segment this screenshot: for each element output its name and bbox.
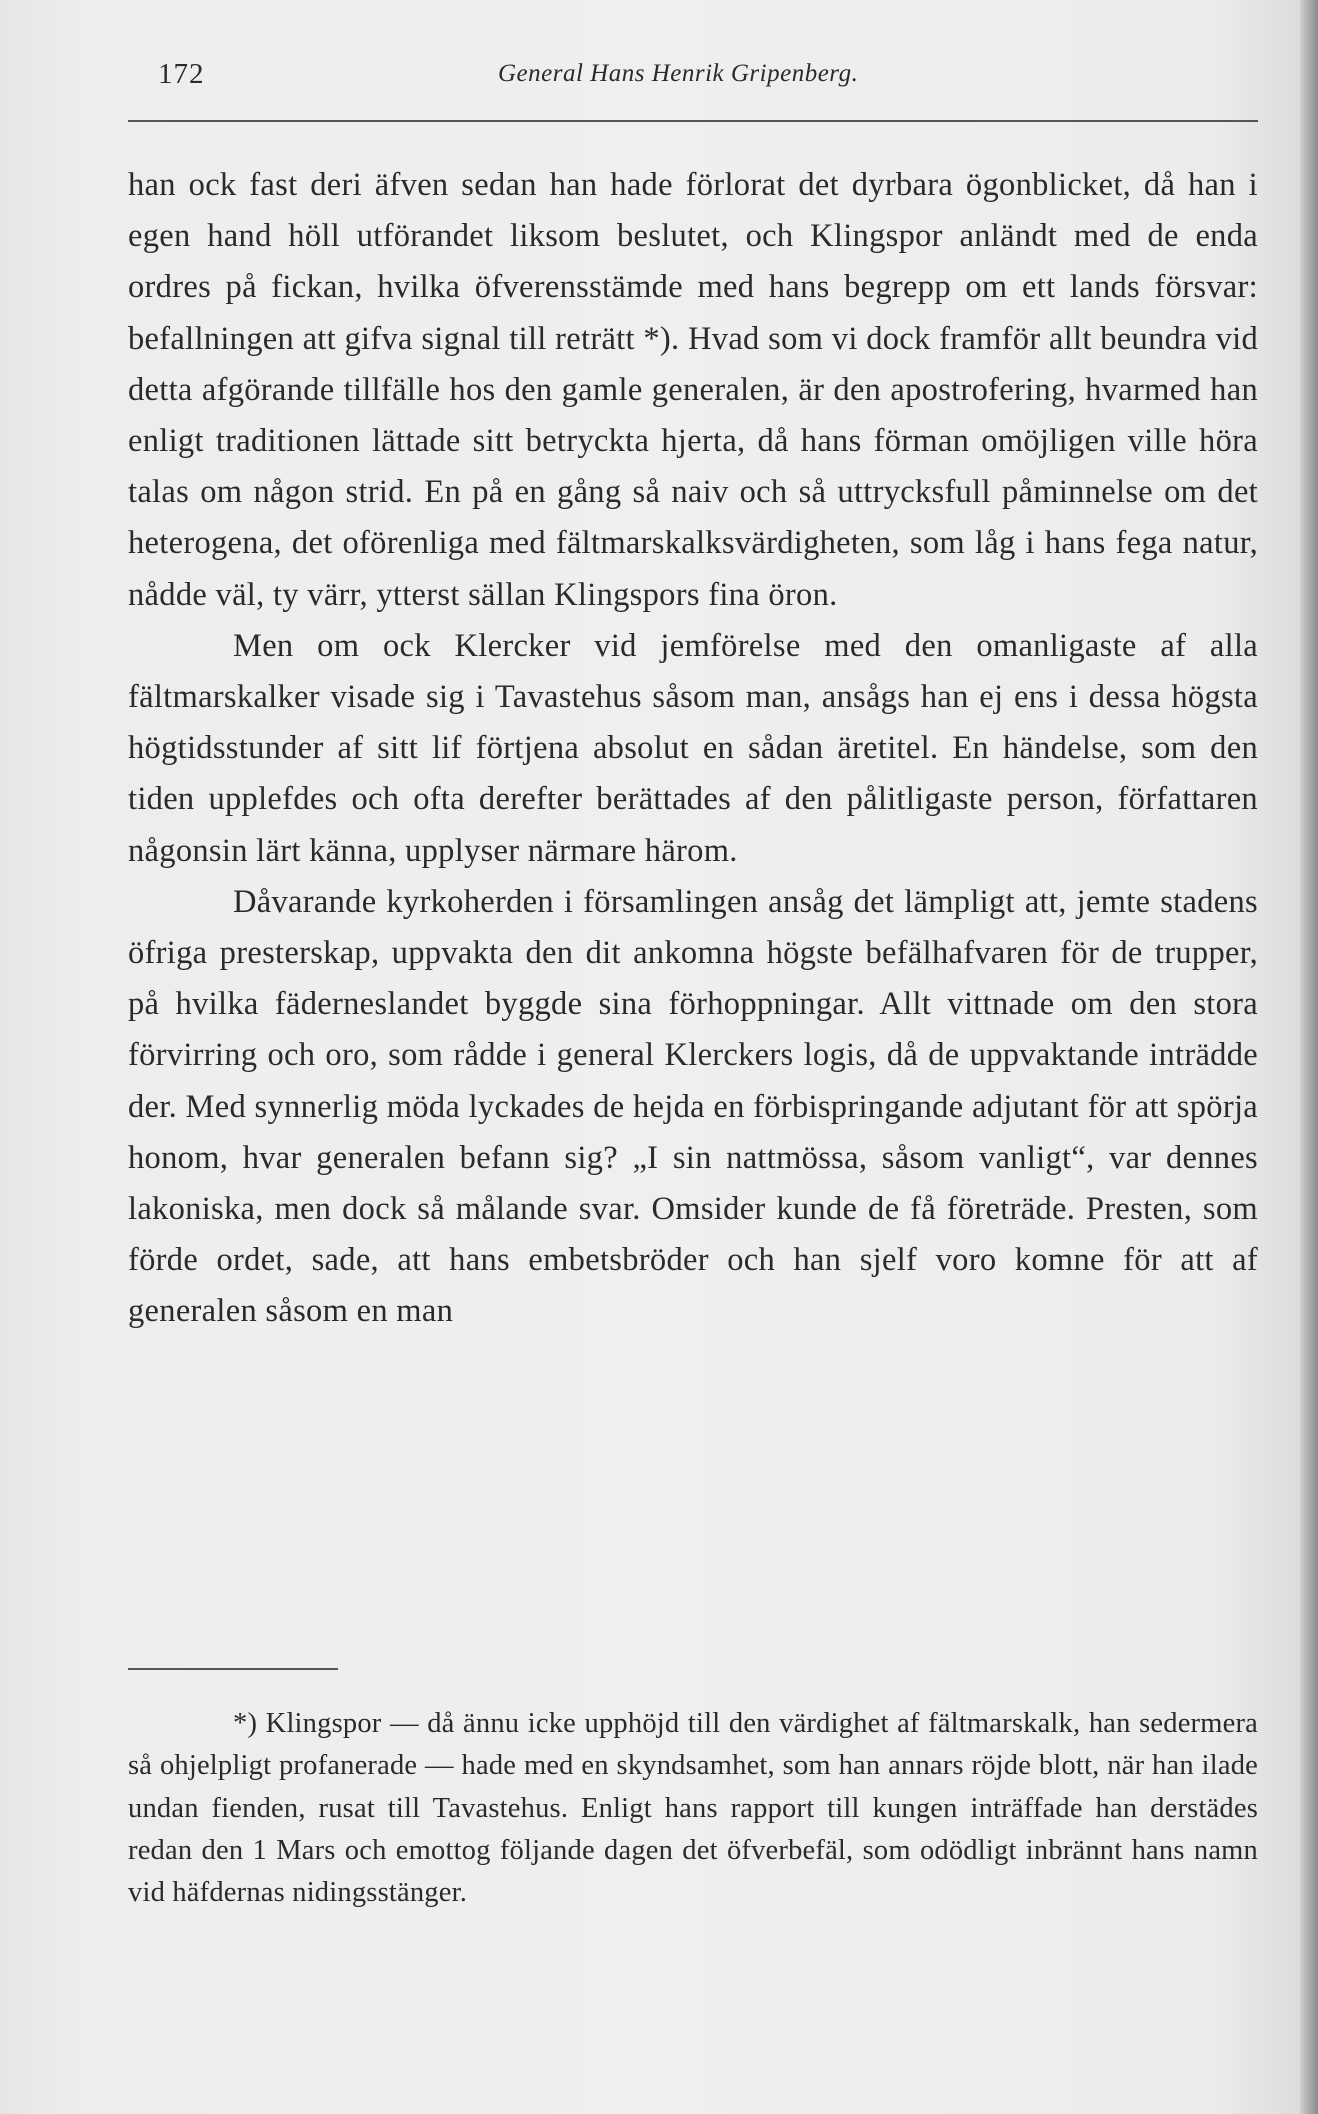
body-text xyxy=(128,160,1258,1338)
running-title: General Hans Henrik Gripenberg. xyxy=(498,60,859,87)
page-number: 172 xyxy=(158,58,205,90)
footnote-rule xyxy=(128,1668,338,1670)
page-header xyxy=(128,58,1258,98)
paragraph-3: Dåvarande kyrkoherden i församlingen ansåg det lämpligt att, jemte stadens öfriga presterskap, uppvakta den dit ankomna högste befälhafvaren för de trupper, på hvilka fäderneslandet byggde sina förhoppningar. Allt vittnade om den stora förvirring och oro, som rådde i general Klerckers logis, då de uppvaktande inträdde der. Med synnerlig möda lyckades de hejda en förbispringande adjutant för att spörja honom, hvar generalen befann sig? „I sin nattmössa, såsom vanligt“, var dennes lakoniska, men dock så målande svar. Omsider kunde de få företräde. Presten, som förde ordet, sade, att hans embetsbröder och han sjelf voro komne för att af generalen såsom en man xyxy=(128,883,1258,1330)
page-edge-shadow xyxy=(1300,0,1318,2114)
footnote: *) Klingspor — då ännu icke upphöjd till den värdighet af fältmarskalk, han sedermera så ohjelpligt profanerade — hade med en skyndsamhet, som han annars röjde blott, när han ilade undan fienden, rusat till Tavastehus. Enligt hans rapport till kungen inträffade han derstädes redan den 1 Mars och emottog följande dagen det öfverbefäl, som odödligt inbrännt hans namn vid häfdernas nidingsstänger. xyxy=(128,1708,1258,1909)
paragraph-2: Men om ock Klercker vid jemförelse med den omanligaste af alla fältmarskalker visade sig i Tavastehus såsom man, ansågs han ej ens i dessa högsta högtidsstunder af sitt lif förtjena absolut en sådan äretitel. En händelse, som den tiden upplefdes och ofta derefter berättades af den pålitligaste person, författaren någonsin lärt känna, upplyser närmare härom. xyxy=(128,627,1258,869)
paragraph-1: han ock fast deri äfven sedan han hade förlorat det dyrbara ögonblicket, då han i egen hand höll utförandet liksom beslutet, och Klingspor anländt med de enda ordres på fickan, hvilka öfverensstämde med hans begrepp om ett lands försvar: befallningen att gifva signal till reträtt *). Hvad som vi dock framför allt beundra vid detta afgörande tillfälle hos den gamle generalen, är den apostrofering, hvarmed han enligt traditionen lättade sitt betryckta hjerta, då hans förman omöjligen ville höra talas om någon strid. En på en gång så naiv och så uttrycksfull påminnelse om det heterogena, det oförenliga med fältmarskalksvärdigheten, som låg i hans fega natur, nådde väl, ty värr, ytterst sällan Klingspors fina öron. xyxy=(128,167,1258,613)
header-rule xyxy=(128,120,1258,122)
